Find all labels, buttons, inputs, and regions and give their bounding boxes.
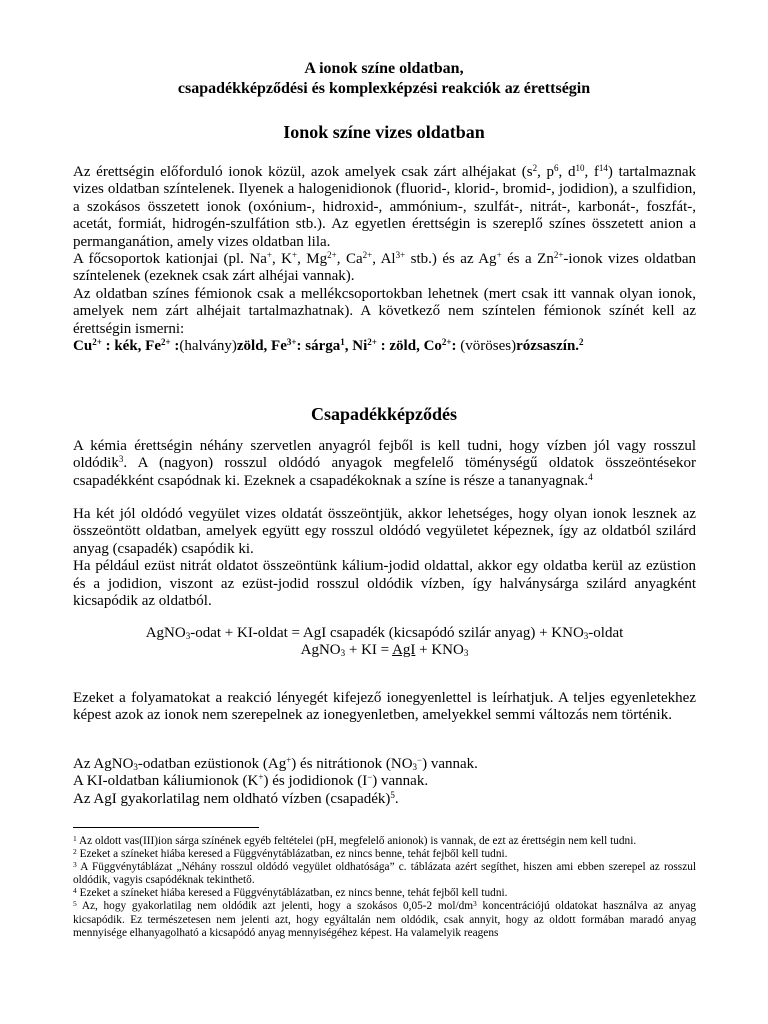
section-heading-precipitation: Csapadékképződés (310, 404, 458, 424)
equation-formula: AgNO$_3$ + KI = AgI + $KNO_3$ (300, 642, 469, 659)
equation-block (73, 625, 696, 660)
ion-list-agi: Az AgI gyakorlatilag nem oldható vízben (csapadék)$^5$. (73, 789, 399, 807)
section-precipitation-explanation (73, 506, 696, 610)
footnote-1: $^1$ Az oldott vas(III)ion sárga színének egyéb feltételei (pH, megfelelő anionok) is vannak, de ezt az érettségin nem kell tudni. (73, 834, 637, 847)
paragraph-solubility: A kémia érettségin néhány szervetlen anyagról fejből is kell tudni, hogy vízben jól vagy rosszul oldódik$^3$. A (nagyon) rosszul oldódó anyagok megfelelő töménységű oldatok összeöntésekor csapadékként csapódnak ki. Ezeknek a csapadékoknak a színe is része a tananyagnak.$^4$ (73, 438, 696, 489)
title-line-1: A ionok színe oldatban, (304, 60, 464, 77)
ion-list-agno3: Az AgNO$_3$-odatban ezüstionok (Ag+) és nitrátionok $(NO_3^-)$ vannak. (73, 755, 478, 772)
paragraph-mixing-solutions: Ha két jól oldódó vegyület vizes oldatát összeöntjük, akkor lehetséges, hogy olyan ionok lesznek az összeöntött oldatban, amelyek együtt egy rosszul oldódó vegyületet képeznek, így az oldatból szilárd anyag (csapadék) csapódik ki. (73, 506, 696, 557)
section-ion-colors-body (73, 164, 696, 355)
paragraph-transition-metals: Az oldatban színes fémionok csak a mellékcsoportokban lehetnek (mert csak itt vannak olyan ionok, amelyek nem zárt alhéjait tartalmazhatnak). A következő nem színtelen fémionok színét kell az érettségin ismerni: (73, 285, 696, 337)
paragraph-closed-shells: Az érettségin előforduló ionok közül, azok amelyek csak zárt alhéjakat ($s^2$, $p^6$, $d^{10}$, $f^{14}$) tartalmaznak vizes oldatban színtelenek. Ilyenek a halogenidionok (fluorid-, klorid-, bromid-, jodidion), a szulfidion, a szokásos összetett ionok (oxónium-, hidroxid-, ammónium-, szulfát-, nitrát-, karbonát-, foszfát-, acetát, formiát, hidrogén-szulfátion stb.). Az egyetlen érettségin is szereplő színes összetett anion a permanganátion, amely vizes oldatban lila. (73, 163, 697, 250)
equation-words: AgNO$_3$-odat + KI-oldat = AgI csapadék (kicsapódó szilár anyag) + $KNO_3$-oldat (145, 625, 624, 641)
paragraph-main-group-cations: A főcsoportok kationjai (pl. Na+, K+, $Mg^{2+}$, $Ca^{2+}$, $Al^{3+}$ stb.) és az Ag+ és a $Zn^{2+}$-ionok vizes oldatban színtelenek (ezeknek csak zárt alhéjai vannak). (73, 250, 696, 285)
paragraph-ionic-equation: Ezeket a folyamatokat a reakció lényegét kifejező ionegyenlettel is leírhatjuk. A teljes egyenletekhez képest azok az ionok nem szerepelnek az ionegyenletben, amelyekkel semmi változás nem történik. (73, 690, 696, 724)
footnote-4: $^4$ Ezeket a színeket hiába keresed a Függvénytáblázatban, ez nincs benne, tehát fejből kell tudni. (73, 886, 508, 900)
footnote-3: $^3$ A Függvénytáblázat „Néhány rosszul oldódó vegyület oldhatósága” c. táblázata azért segíthet, hiszen ami ebben szerepel az rosszul oldódik, vagyis csapódéknak tekinthető. (73, 860, 696, 887)
footnote-2: $^2$ Ezeket a színeket hiába keresed a Függvénytáblázatban, ez nincs benne, tehát fejből kell tudni. (73, 847, 508, 861)
section-precipitation-intro (73, 438, 696, 490)
section-heading-ion-colors: Ionok színe vizes oldatban (283, 122, 485, 142)
footnotes (73, 835, 696, 940)
footnote-5: $^5$ Az, hogy gyakorlatilag nem oldódik azt jelenti, hogy a szokásos 0,05-2 mol/$dm^3$ koncentrációjú oldatokat használva az anyag kicsapódik. Ez természetesen nem jelenti azt, hogy egyáltalán nem oldódik, csak annyit, hogy az oldott formában maradó anyag mennyisége elhanyagolható a kicsapódó anyag mennyiségéhez képest. Ha valamelyik reagens (73, 899, 696, 939)
ion-list (73, 756, 696, 808)
ion-color-list: $Cu^{2+}$ : kék, $Fe^{2+}$ :(halvány)zöld, $Fe^{3+}$: sárga$^1$, $Ni^{2+}$ : zöld, $Co^{2+}$: (vöröses)rózsaszín.$^2$ (73, 337, 584, 355)
footnote-separator (73, 827, 259, 828)
page-title (0, 59, 768, 99)
title-line-2: csapadékképződési és komplexképzési reakciók az érettségin (177, 80, 591, 97)
ion-list-ki: A KI-oldatban káliumionok (K+) és jodidionok (I−) vannak. (73, 772, 429, 790)
paragraph-silver-iodide-example: Ha például ezüst nitrát oldatot összeöntünk kálium-jodid oldattal, akkor egy oldatba kerül az ezüstion és a jodidion, viszont az ezüst-jodid rosszul oldódik vízben, így halványsárga szilárd anyagként kicsapódik az oldatból. (73, 558, 696, 610)
